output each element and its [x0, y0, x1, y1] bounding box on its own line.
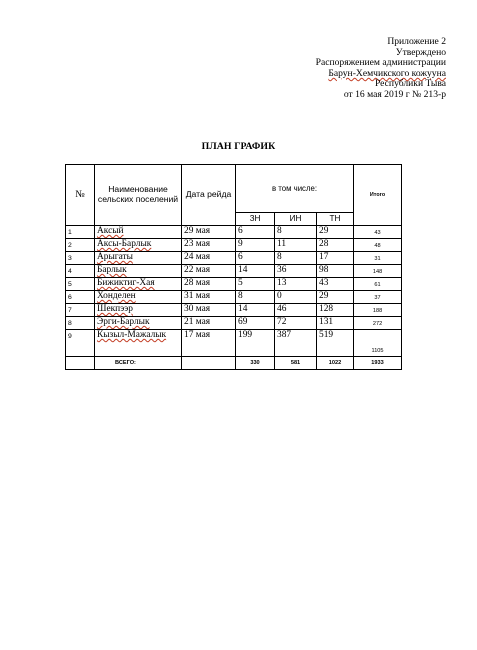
count-in: 387: [275, 330, 317, 357]
settlement-name-text: Эрги-Барлык: [97, 317, 150, 327]
total-zn: 330: [236, 357, 275, 370]
row-number: 1: [66, 226, 95, 239]
header-line-approved: Утверждено: [395, 46, 446, 58]
total-grand: 1933: [354, 357, 402, 370]
header-zn: ЗН: [236, 213, 275, 226]
header-total: Итого: [354, 165, 402, 226]
raid-date: 24 мая: [182, 252, 236, 265]
settlement-name-text: Аксый: [97, 226, 124, 236]
table-row: [66, 304, 402, 317]
approval-header: [226, 37, 446, 101]
count-in: 36: [275, 265, 317, 278]
count-tn: 519: [317, 330, 354, 357]
row-number: 9: [66, 330, 95, 357]
count-zn: 6: [236, 226, 275, 239]
settlement-name: [95, 291, 182, 304]
raid-date: 23 мая: [182, 239, 236, 252]
row-number: 8: [66, 317, 95, 330]
settlement-name-text: Шекпээр: [97, 304, 133, 314]
header-line-republic: Республики Тыва: [374, 78, 446, 90]
raid-date: 21 мая: [182, 317, 236, 330]
count-zn: 199: [236, 330, 275, 357]
settlement-name-text: Аксы-Барлык: [97, 239, 152, 249]
count-zn: 14: [236, 265, 275, 278]
settlement-name: [95, 239, 182, 252]
table-row: [66, 278, 402, 291]
table-body: [66, 226, 402, 357]
settlement-name: [95, 265, 182, 278]
header-date: Дата рейда: [182, 165, 236, 226]
document-title: ПЛАН ГРАФИК: [201, 141, 276, 152]
count-tn: 98: [317, 265, 354, 278]
header-line-order: Распоряжением администрации: [315, 57, 446, 69]
settlement-name-text: Бижиктиг-Хая: [97, 278, 155, 288]
settlement-name-text: Арыгаты: [97, 252, 133, 262]
table-row: [66, 252, 402, 265]
count-in: 8: [275, 226, 317, 239]
count-tn: 29: [317, 226, 354, 239]
raid-date: 29 мая: [182, 226, 236, 239]
settlement-name-text: Хонделен: [97, 291, 136, 301]
total-row: [66, 357, 402, 370]
row-total: 272: [354, 317, 402, 330]
header-tn: ТН: [317, 213, 354, 226]
table-header-row: [66, 165, 402, 213]
settlement-name-text: Кызыл-Мажалык: [97, 330, 167, 340]
table-row: [66, 330, 402, 357]
header-name: Наименование сельских поселений: [95, 165, 182, 226]
row-total: 188: [354, 304, 402, 317]
header-line-date: от 16 мая 2019 г № 213-р: [343, 88, 446, 100]
settlement-name: [95, 317, 182, 330]
settlement-name-text: Барлык: [97, 265, 127, 275]
settlement-name: [95, 278, 182, 291]
total-label: ВСЕГО:: [95, 357, 182, 370]
row-number: 7: [66, 304, 95, 317]
count-tn: 43: [317, 278, 354, 291]
settlement-name: [95, 304, 182, 317]
schedule-table: [65, 164, 402, 370]
table-row: [66, 291, 402, 304]
table-row: [66, 317, 402, 330]
count-tn: 29: [317, 291, 354, 304]
header-group: в том числе:: [236, 165, 354, 213]
total-row-num: [66, 357, 95, 370]
row-total: 37: [354, 291, 402, 304]
count-in: 8: [275, 252, 317, 265]
count-zn: 8: [236, 291, 275, 304]
count-tn: 131: [317, 317, 354, 330]
count-in: 46: [275, 304, 317, 317]
count-in: 13: [275, 278, 317, 291]
settlement-name: [95, 252, 182, 265]
count-in: 0: [275, 291, 317, 304]
row-total: 148: [354, 265, 402, 278]
row-number: 2: [66, 239, 95, 252]
row-total: 43: [354, 226, 402, 239]
count-in: 72: [275, 317, 317, 330]
header-in: ИН: [275, 213, 317, 226]
row-number: 6: [66, 291, 95, 304]
count-zn: 69: [236, 317, 275, 330]
raid-date: 17 мая: [182, 330, 236, 357]
settlement-name: [95, 330, 182, 357]
count-tn: 17: [317, 252, 354, 265]
raid-date: 22 мая: [182, 265, 236, 278]
row-total: 48: [354, 239, 402, 252]
count-zn: 6: [236, 252, 275, 265]
row-number: 5: [66, 278, 95, 291]
count-in: 11: [275, 239, 317, 252]
total-in: 581: [275, 357, 317, 370]
raid-date: 30 мая: [182, 304, 236, 317]
row-total: 61: [354, 278, 402, 291]
table-row: [66, 265, 402, 278]
count-tn: 28: [317, 239, 354, 252]
header-num: №: [66, 165, 95, 226]
count-zn: 14: [236, 304, 275, 317]
count-zn: 9: [236, 239, 275, 252]
row-total: 31: [354, 252, 402, 265]
header-line-district-text: Барун-Хемчикского кожууна: [328, 67, 446, 79]
table-row: [66, 239, 402, 252]
raid-date: 28 мая: [182, 278, 236, 291]
raid-date: 31 мая: [182, 291, 236, 304]
total-tn: 1022: [317, 357, 354, 370]
table-row: [66, 226, 402, 239]
header-line-appendix: Приложение 2: [387, 36, 446, 47]
count-zn: 5: [236, 278, 275, 291]
row-total: 1105: [354, 330, 402, 357]
total-row-date: [182, 357, 236, 370]
count-tn: 128: [317, 304, 354, 317]
row-number: 3: [66, 252, 95, 265]
settlement-name: [95, 226, 182, 239]
row-number: 4: [66, 265, 95, 278]
